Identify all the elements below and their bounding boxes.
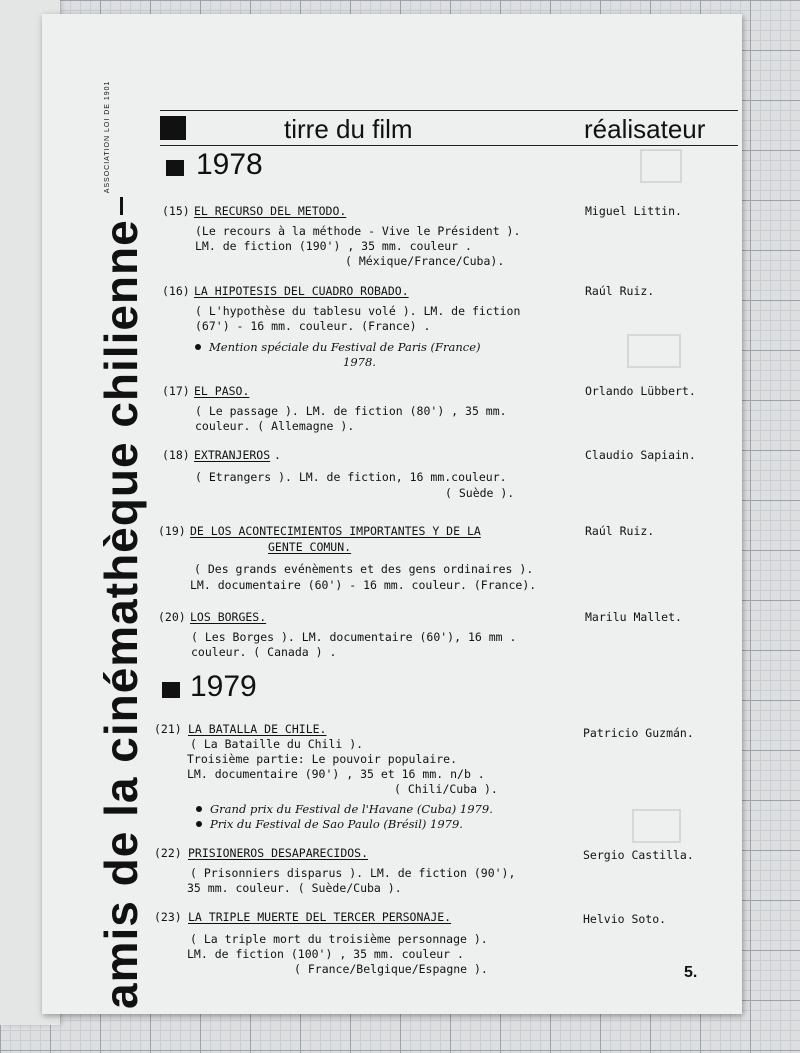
film-title-column-header: tirre du film xyxy=(284,114,413,144)
entry-line: couleur. ( Allemagne ). xyxy=(195,419,355,433)
header-top-rule xyxy=(160,110,738,111)
entry-line: LM. documentaire (90') , 35 et 16 mm. n/b . xyxy=(187,767,485,781)
entry-line: ( Le passage ). LM. de fiction (80') , 35 mm. xyxy=(195,404,507,418)
entry-title: EL RECURSO DEL METODO. xyxy=(194,204,347,218)
entry-number: (17) xyxy=(162,384,190,398)
entry-line: 35 mm. couleur. ( Suède/Cuba ). xyxy=(187,881,402,895)
entry-director: Miguel Littin. xyxy=(585,204,682,218)
page-number: 5. xyxy=(684,964,698,981)
entry-line: ( Suède ). xyxy=(445,486,515,500)
association-name: amis de la cinémathèque chilienne xyxy=(95,219,147,1009)
entry-line: ( La triple mort du troisième personnage ). xyxy=(190,932,488,946)
entry-title: LA TRIPLE MUERTE DEL TERCER PERSONAJE. xyxy=(188,910,452,924)
entry-title-line2: GENTE COMUN. xyxy=(268,540,352,554)
award-text: Mention spéciale du Festival de Paris (France) xyxy=(209,340,481,354)
award-year: 1978. xyxy=(343,355,376,369)
entry-director: Helvio Soto. xyxy=(583,912,667,926)
director-column-header: réalisateur xyxy=(584,114,706,144)
entry-line: ( Chili/Cuba ). xyxy=(394,782,498,796)
film-entry-20 xyxy=(158,610,738,665)
entry-director: Raúl Ruiz. xyxy=(585,524,655,538)
entry-line: ( Des grands evénèments et des gens ordinaires ). xyxy=(194,562,534,576)
document-page xyxy=(42,14,742,1014)
entry-director: Marilu Mallet. xyxy=(585,610,682,624)
entry-number: (19) xyxy=(158,524,186,538)
film-entry-18 xyxy=(162,448,737,503)
spine-title xyxy=(94,81,148,1009)
entry-number: (23) xyxy=(154,910,182,924)
film-entry-15 xyxy=(162,204,737,274)
entry-line: Troisième partie: Le pouvoir populaire. xyxy=(187,752,458,766)
year-square-icon xyxy=(162,682,180,698)
entry-number: (22) xyxy=(154,846,182,860)
header-bottom-rule xyxy=(160,145,738,146)
entry-title: DE LOS ACONTECIMIENTOS IMPORTANTES Y DE LA xyxy=(190,524,481,538)
award-text: Prix du Festival de Sao Paulo (Brésil) 1979. xyxy=(210,817,463,831)
film-entry-16 xyxy=(162,284,737,374)
entry-director: Orlando Lübbert. xyxy=(585,384,696,398)
entry-line: couleur. ( Canada ) . xyxy=(191,645,337,659)
year-heading-1978: 1978 xyxy=(196,148,263,181)
entry-line: ( Méxique/France/Cuba). xyxy=(345,254,505,268)
entry-director: Claudio Sapiain. xyxy=(585,448,696,462)
award-line xyxy=(196,802,493,818)
film-entry-23 xyxy=(154,910,738,980)
entry-number: (16) xyxy=(162,284,190,298)
entry-title: EL PASO. xyxy=(194,384,250,398)
spine-divider xyxy=(120,197,123,215)
entry-line: LM. documentaire (60') - 16 mm. couleur. (France). xyxy=(190,578,537,592)
entry-line: ( L'hypothèse du tablesu volé ). LM. de fiction xyxy=(195,304,521,318)
film-entry-22 xyxy=(154,846,738,901)
entry-line: LM. de fiction (100') , 35 mm. couleur . xyxy=(187,947,464,961)
award-text: Grand prix du Festival de l'Havane (Cuba) 1979. xyxy=(210,802,493,816)
entry-title-suffix: . xyxy=(274,448,281,462)
bullet-icon xyxy=(196,806,202,812)
entry-title: EXTRANJEROS xyxy=(194,448,271,462)
entry-line: ( La Bataille du Chili ). xyxy=(190,737,364,751)
film-entry-19 xyxy=(158,524,738,604)
entry-title: LA BATALLA DE CHILE. xyxy=(188,722,327,736)
entry-line: ( Etrangers ). LM. de fiction, 16 mm.couleur. xyxy=(195,470,507,484)
entry-number: (21) xyxy=(154,722,182,736)
entry-line: (67') - 16 mm. couleur. (France) . xyxy=(195,319,431,333)
entry-number: (15) xyxy=(162,204,190,218)
header-square-icon xyxy=(160,116,186,140)
entry-director: Raúl Ruiz. xyxy=(585,284,655,298)
entry-title: LA HIPOTESIS DEL CUADRO ROBADO. xyxy=(194,284,409,298)
year-heading-1979: 1979 xyxy=(190,670,257,703)
entry-line: ( France/Belgique/Espagne ). xyxy=(294,962,488,976)
entry-line: ( Prisonniers disparus ). LM. de fiction (90'), xyxy=(190,866,516,880)
bullet-icon xyxy=(196,821,202,827)
film-entry-21 xyxy=(154,722,738,837)
entry-line: LM. de fiction (190') , 35 mm. couleur . xyxy=(195,239,472,253)
year-square-icon xyxy=(166,160,184,176)
entry-title: PRISIONEROS DESAPARECIDOS. xyxy=(188,846,369,860)
award-line xyxy=(196,817,463,833)
entry-number: (20) xyxy=(158,610,186,624)
entry-number: (18) xyxy=(162,448,190,462)
entry-director: Sergio Castilla. xyxy=(583,848,694,862)
entry-director: Patricio Guzmán. xyxy=(583,726,694,740)
association-subtitle: ASSOCIATION LOI DE 1901 xyxy=(103,80,111,194)
entry-line: (Le recours à la méthode - Vive le Président ). xyxy=(195,224,521,238)
entry-line: ( Les Borges ). LM. documentaire (60'), 16 mm . xyxy=(191,630,517,644)
film-entry-17 xyxy=(162,384,737,439)
entry-title: LOS BORGES. xyxy=(190,610,267,624)
award-line xyxy=(195,340,481,356)
bullet-icon xyxy=(195,344,201,350)
